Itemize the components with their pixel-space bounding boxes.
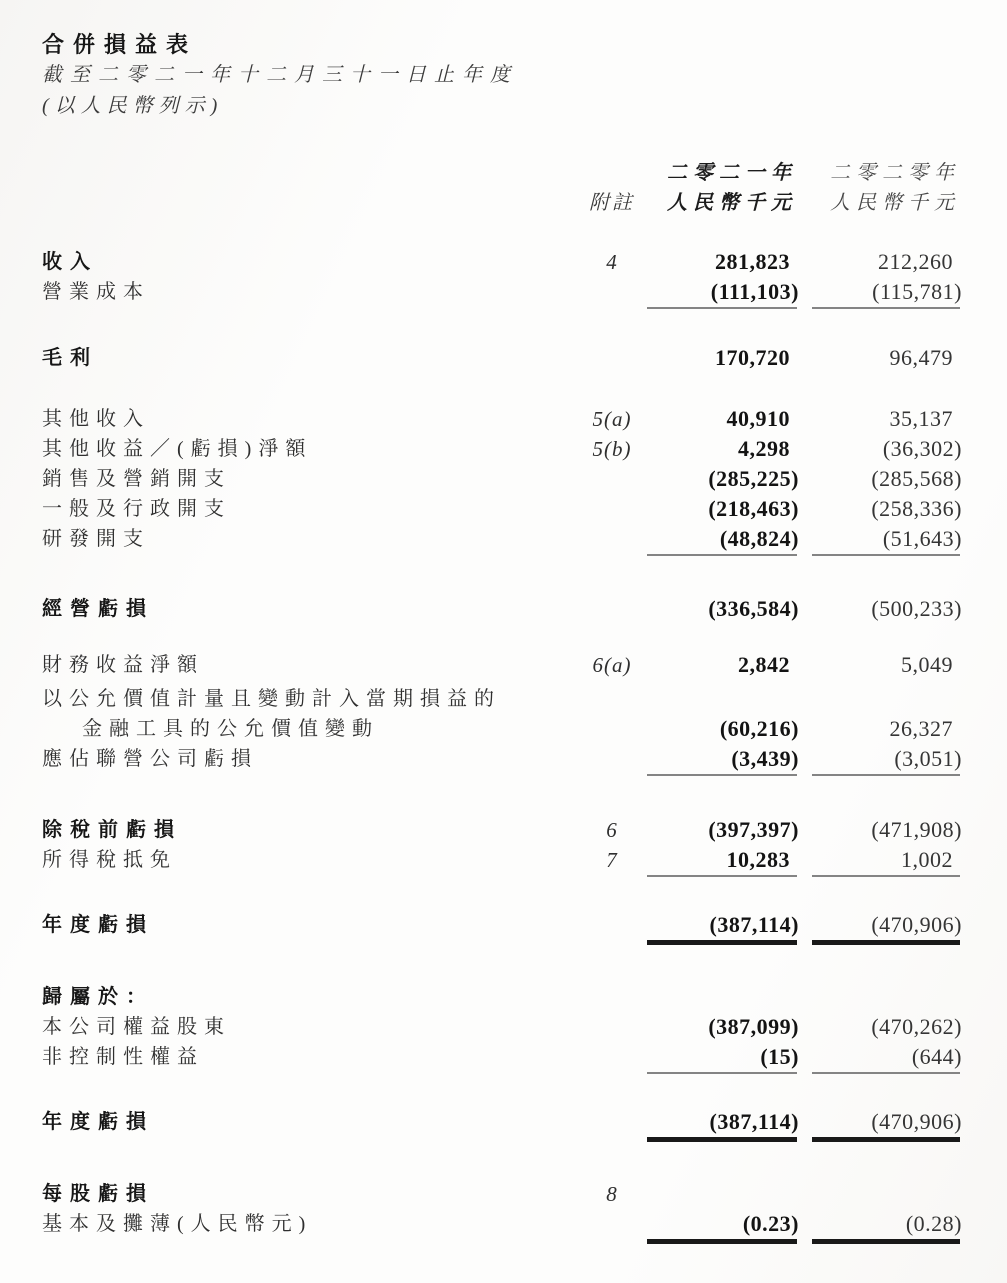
table-row bbox=[42, 524, 960, 557]
row-note bbox=[577, 1209, 647, 1247]
table-row bbox=[42, 494, 960, 524]
table-row bbox=[42, 404, 960, 434]
row-value-2021: (387,099) bbox=[708, 1014, 799, 1039]
table-row bbox=[42, 1179, 960, 1209]
page-title: 合併損益表 bbox=[42, 32, 198, 57]
row-note bbox=[577, 524, 647, 557]
table-row bbox=[42, 910, 960, 948]
table-row bbox=[42, 247, 960, 277]
row-note: 5(b) bbox=[592, 437, 632, 461]
row-note bbox=[577, 684, 647, 714]
table-row bbox=[42, 650, 960, 680]
column-header-2021-unit: 人民幣千元 bbox=[667, 192, 797, 214]
table-row bbox=[42, 594, 960, 624]
row-value-2021: (111,103) bbox=[647, 277, 797, 309]
row-value-2021: (387,114) bbox=[647, 910, 797, 945]
table-row bbox=[42, 684, 960, 714]
statement-rows bbox=[42, 247, 960, 1247]
row-value-2020: (500,233) bbox=[871, 596, 962, 621]
row-value-2021 bbox=[647, 1179, 797, 1209]
row-value-2020: (285,568) bbox=[871, 466, 962, 491]
header-row-unit bbox=[42, 188, 960, 218]
row-label: 以公允價值計量且變動計入當期損益的 bbox=[42, 688, 501, 710]
row-value-2021: 281,823 bbox=[715, 249, 790, 274]
row-value-2020: 26,327 bbox=[889, 716, 953, 741]
row-value-2020 bbox=[812, 1179, 960, 1209]
row-label: 歸屬於： bbox=[42, 986, 154, 1008]
row-value-2021: (3,439) bbox=[647, 744, 797, 776]
table-row bbox=[42, 845, 960, 878]
row-label: 年度虧損 bbox=[42, 914, 154, 936]
row-value-2020: 212,260 bbox=[878, 249, 953, 274]
table-row bbox=[42, 1012, 960, 1042]
row-note bbox=[577, 464, 647, 494]
row-note bbox=[577, 594, 647, 624]
table-row bbox=[42, 1042, 960, 1075]
row-value-2020 bbox=[812, 982, 960, 1012]
row-value-2020: 35,137 bbox=[889, 406, 953, 431]
row-value-2021: (387,114) bbox=[647, 1107, 797, 1142]
row-value-2020 bbox=[812, 684, 960, 714]
header-row-year bbox=[42, 158, 960, 188]
row-note: 5(a) bbox=[592, 407, 632, 431]
row-label: 研發開支 bbox=[42, 528, 150, 550]
row-value-2020: (51,643) bbox=[812, 524, 960, 556]
row-value-2020: (258,336) bbox=[871, 496, 962, 521]
currency-subtitle: (以人民幣列示) bbox=[42, 95, 224, 117]
row-note bbox=[577, 744, 647, 777]
row-label: 一般及行政開支 bbox=[42, 498, 231, 520]
row-value-2021: (336,584) bbox=[708, 596, 799, 621]
row-label: 除稅前虧損 bbox=[42, 819, 182, 841]
table-row bbox=[42, 744, 960, 777]
table-row bbox=[42, 277, 960, 310]
row-value-2020: (470,906) bbox=[812, 910, 960, 945]
row-label: 銷售及營銷開支 bbox=[42, 468, 231, 490]
row-note bbox=[577, 910, 647, 948]
table-row bbox=[42, 982, 960, 1012]
row-label: 其他收益／(虧損)淨額 bbox=[42, 438, 313, 460]
row-note: 8 bbox=[606, 1182, 618, 1206]
column-header-2020-year: 二零二零年 bbox=[830, 162, 960, 184]
table-row bbox=[42, 464, 960, 494]
column-header-2020-unit: 人民幣千元 bbox=[830, 192, 960, 214]
row-value-2021: (15) bbox=[647, 1042, 797, 1074]
row-value-2021: 10,283 bbox=[647, 845, 797, 877]
row-value-2020: 1,002 bbox=[812, 845, 960, 877]
row-value-2021: 170,720 bbox=[715, 345, 790, 370]
row-value-2020: (0.28) bbox=[812, 1209, 960, 1244]
row-value-2021: (48,824) bbox=[647, 524, 797, 556]
row-note bbox=[577, 982, 647, 1012]
row-note bbox=[577, 343, 647, 373]
row-note bbox=[577, 1107, 647, 1145]
row-label: 非控制性權益 bbox=[42, 1046, 204, 1068]
row-note bbox=[577, 1042, 647, 1075]
row-value-2021: (285,225) bbox=[708, 466, 799, 491]
row-value-2020: (470,262) bbox=[871, 1014, 962, 1039]
column-header-notes: 附註 bbox=[589, 192, 635, 214]
row-value-2020: (3,051) bbox=[812, 744, 960, 776]
table-row bbox=[42, 815, 960, 845]
row-label: 營業成本 bbox=[42, 281, 150, 303]
row-value-2021: (60,216) bbox=[719, 716, 799, 741]
row-note bbox=[577, 277, 647, 310]
row-value-2021: (218,463) bbox=[708, 496, 799, 521]
row-note: 6(a) bbox=[592, 653, 632, 677]
row-note bbox=[577, 494, 647, 524]
row-label: 其他收入 bbox=[42, 408, 150, 430]
column-header-2021-year: 二零二一年 bbox=[667, 162, 797, 184]
period-subtitle: 截至二零二一年十二月三十一日止年度 bbox=[42, 64, 518, 86]
row-note bbox=[577, 1012, 647, 1042]
row-value-2020: (470,906) bbox=[812, 1107, 960, 1142]
row-value-2021: 4,298 bbox=[738, 436, 790, 461]
row-value-2021 bbox=[647, 982, 797, 1012]
row-note: 4 bbox=[606, 250, 618, 274]
row-value-2021: (397,397) bbox=[708, 817, 799, 842]
row-label: 毛利 bbox=[42, 347, 98, 369]
table-row bbox=[42, 434, 960, 464]
row-value-2020: (115,781) bbox=[812, 277, 960, 309]
row-label: 金融工具的公允價值變動 bbox=[82, 718, 379, 740]
row-value-2020: 96,479 bbox=[889, 345, 953, 370]
row-value-2020: (644) bbox=[812, 1042, 960, 1074]
row-note: 7 bbox=[606, 848, 618, 872]
row-value-2020: 5,049 bbox=[901, 652, 953, 677]
row-label: 應佔聯營公司虧損 bbox=[42, 748, 258, 770]
row-label: 財務收益淨額 bbox=[42, 654, 204, 676]
row-value-2021: (0.23) bbox=[647, 1209, 797, 1244]
table-row bbox=[42, 343, 960, 373]
table-row bbox=[42, 714, 960, 744]
row-label: 年度虧損 bbox=[42, 1111, 154, 1133]
row-note bbox=[577, 714, 647, 744]
row-label: 收入 bbox=[42, 251, 98, 273]
row-label: 基本及攤薄(人民幣元) bbox=[42, 1213, 313, 1235]
row-label: 每股虧損 bbox=[42, 1183, 154, 1205]
row-value-2021 bbox=[647, 684, 797, 714]
row-value-2021: 40,910 bbox=[726, 406, 790, 431]
table-row bbox=[42, 1107, 960, 1145]
row-note: 6 bbox=[606, 818, 618, 842]
table-row bbox=[42, 1209, 960, 1247]
row-value-2020: (471,908) bbox=[871, 817, 962, 842]
row-value-2020: (36,302) bbox=[882, 436, 962, 461]
row-value-2021: 2,842 bbox=[738, 652, 790, 677]
row-label: 所得稅抵免 bbox=[42, 849, 177, 871]
row-label: 經營虧損 bbox=[42, 598, 154, 620]
table-column-headers bbox=[42, 158, 960, 218]
row-label: 本公司權益股東 bbox=[42, 1016, 231, 1038]
